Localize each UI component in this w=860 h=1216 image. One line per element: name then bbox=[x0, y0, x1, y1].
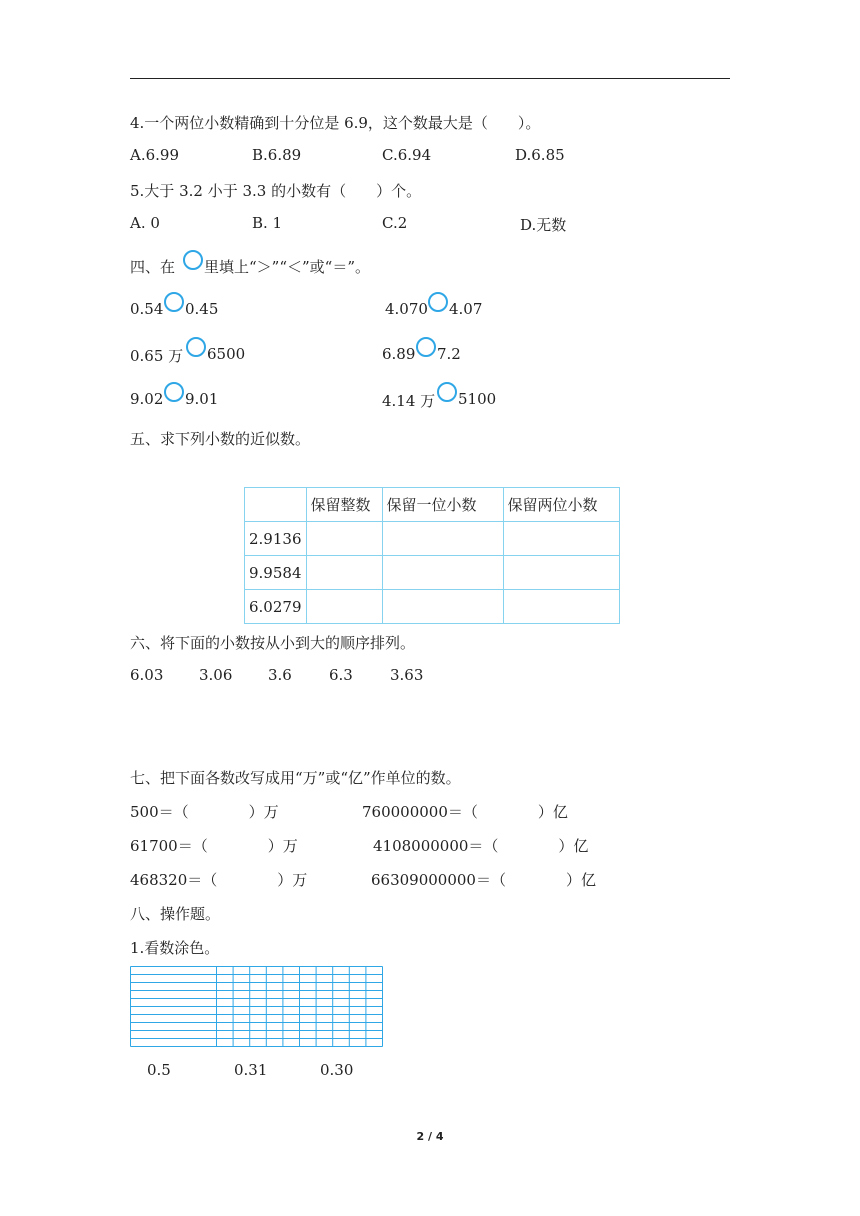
q4-option-c: C.6.94 bbox=[382, 146, 432, 164]
answer-cell[interactable] bbox=[306, 522, 382, 556]
question-4-stem: 4.一个两位小数精确到十分位是 6.9，这个数最大是（ ）。 bbox=[130, 114, 541, 132]
compare-left-1: 0.54 bbox=[130, 300, 164, 318]
compare-left-2: 4.070 bbox=[385, 300, 428, 318]
compare-right-2: 4.07 bbox=[449, 300, 483, 318]
answer-cell[interactable] bbox=[382, 556, 503, 590]
table-header-integer: 保留整数 bbox=[306, 488, 382, 522]
compare-blank-2[interactable] bbox=[428, 292, 448, 312]
coloring-grids bbox=[130, 966, 384, 1048]
rewrite-item-5: 468320＝（ ）万 bbox=[130, 871, 308, 889]
compare-blank-4[interactable] bbox=[416, 337, 436, 357]
row-number: 2.9136 bbox=[245, 522, 307, 556]
compare-left-4: 6.89 bbox=[382, 345, 416, 363]
compare-blank-6[interactable] bbox=[437, 382, 457, 402]
compare-right-6: 5100 bbox=[458, 390, 497, 408]
answer-cell[interactable] bbox=[306, 556, 382, 590]
answer-cell[interactable] bbox=[503, 590, 619, 624]
rewrite-item-4: 4108000000＝（ ）亿 bbox=[373, 837, 589, 855]
question-5-stem: 5.大于 3.2 小于 3.3 的小数有（ ）个。 bbox=[130, 182, 422, 200]
q4-option-b: B.6.89 bbox=[252, 146, 302, 164]
order-number-3: 3.6 bbox=[268, 666, 292, 684]
q5-option-b: B. 1 bbox=[252, 214, 283, 232]
answer-cell[interactable] bbox=[382, 590, 503, 624]
q4-option-d: D.6.85 bbox=[515, 146, 565, 164]
compare-blank-1[interactable] bbox=[164, 292, 184, 312]
compare-left-6: 4.14 万 bbox=[382, 392, 436, 410]
tenths-strip-grid[interactable] bbox=[131, 967, 217, 1047]
compare-blank-5[interactable] bbox=[164, 382, 184, 402]
table-header-two-decimal: 保留两位小数 bbox=[503, 488, 619, 522]
table-row bbox=[245, 522, 620, 556]
compare-right-4: 7.2 bbox=[437, 345, 461, 363]
section-6-title: 六、将下面的小数按从小到大的顺序排列。 bbox=[130, 634, 416, 652]
compare-right-1: 0.45 bbox=[185, 300, 219, 318]
row-number: 6.0279 bbox=[245, 590, 307, 624]
table-header-row bbox=[245, 488, 620, 522]
answer-cell[interactable] bbox=[503, 522, 619, 556]
table-row bbox=[245, 590, 620, 624]
q4-option-a: A.6.99 bbox=[130, 146, 179, 164]
answer-cell[interactable] bbox=[382, 522, 503, 556]
answer-cell[interactable] bbox=[306, 590, 382, 624]
q5-option-c: C.2 bbox=[382, 214, 408, 232]
section-5-title: 五、求下列小数的近似数。 bbox=[130, 430, 311, 448]
rewrite-item-2: 760000000＝（ ）亿 bbox=[362, 803, 568, 821]
rewrite-item-6: 66309000000＝（ ）亿 bbox=[371, 871, 596, 889]
compare-right-3: 6500 bbox=[207, 345, 246, 363]
table-header-corner bbox=[245, 488, 307, 522]
grid-label-1: 0.5 bbox=[147, 1061, 171, 1079]
approximation-table bbox=[244, 487, 620, 624]
rewrite-item-3: 61700＝（ ）万 bbox=[130, 837, 298, 855]
order-number-1: 6.03 bbox=[130, 666, 164, 684]
q5-option-d: D.无数 bbox=[520, 216, 567, 234]
hundredths-grid[interactable] bbox=[217, 967, 383, 1047]
section-4-title-end: 里填上“＞”“＜”或“＝”。 bbox=[204, 258, 371, 276]
section-4-title-start: 四、在 bbox=[130, 258, 176, 276]
rewrite-item-1: 500＝（ ）万 bbox=[130, 803, 279, 821]
order-number-4: 6.3 bbox=[329, 666, 353, 684]
grid-label-3: 0.30 bbox=[320, 1061, 354, 1079]
header-rule bbox=[130, 78, 730, 79]
compare-circle-icon bbox=[183, 250, 203, 270]
grid-label-2: 0.31 bbox=[234, 1061, 268, 1079]
section-7-title: 七、把下面各数改写成用“万”或“亿”作单位的数。 bbox=[130, 769, 461, 787]
compare-right-5: 9.01 bbox=[185, 390, 219, 408]
page-number: 2 / 4 bbox=[416, 1130, 444, 1143]
table-row bbox=[245, 556, 620, 590]
section-8-title: 八、操作题。 bbox=[130, 905, 221, 923]
table-header-one-decimal: 保留一位小数 bbox=[382, 488, 503, 522]
row-number: 9.9584 bbox=[245, 556, 307, 590]
coloring-task-title: 1.看数涂色。 bbox=[130, 939, 220, 957]
order-number-5: 3.63 bbox=[390, 666, 424, 684]
answer-cell[interactable] bbox=[503, 556, 619, 590]
q5-option-a: A. 0 bbox=[130, 214, 160, 232]
order-number-2: 3.06 bbox=[199, 666, 233, 684]
compare-blank-3[interactable] bbox=[186, 337, 206, 357]
compare-left-5: 9.02 bbox=[130, 390, 164, 408]
compare-left-3: 0.65 万 bbox=[130, 347, 184, 365]
